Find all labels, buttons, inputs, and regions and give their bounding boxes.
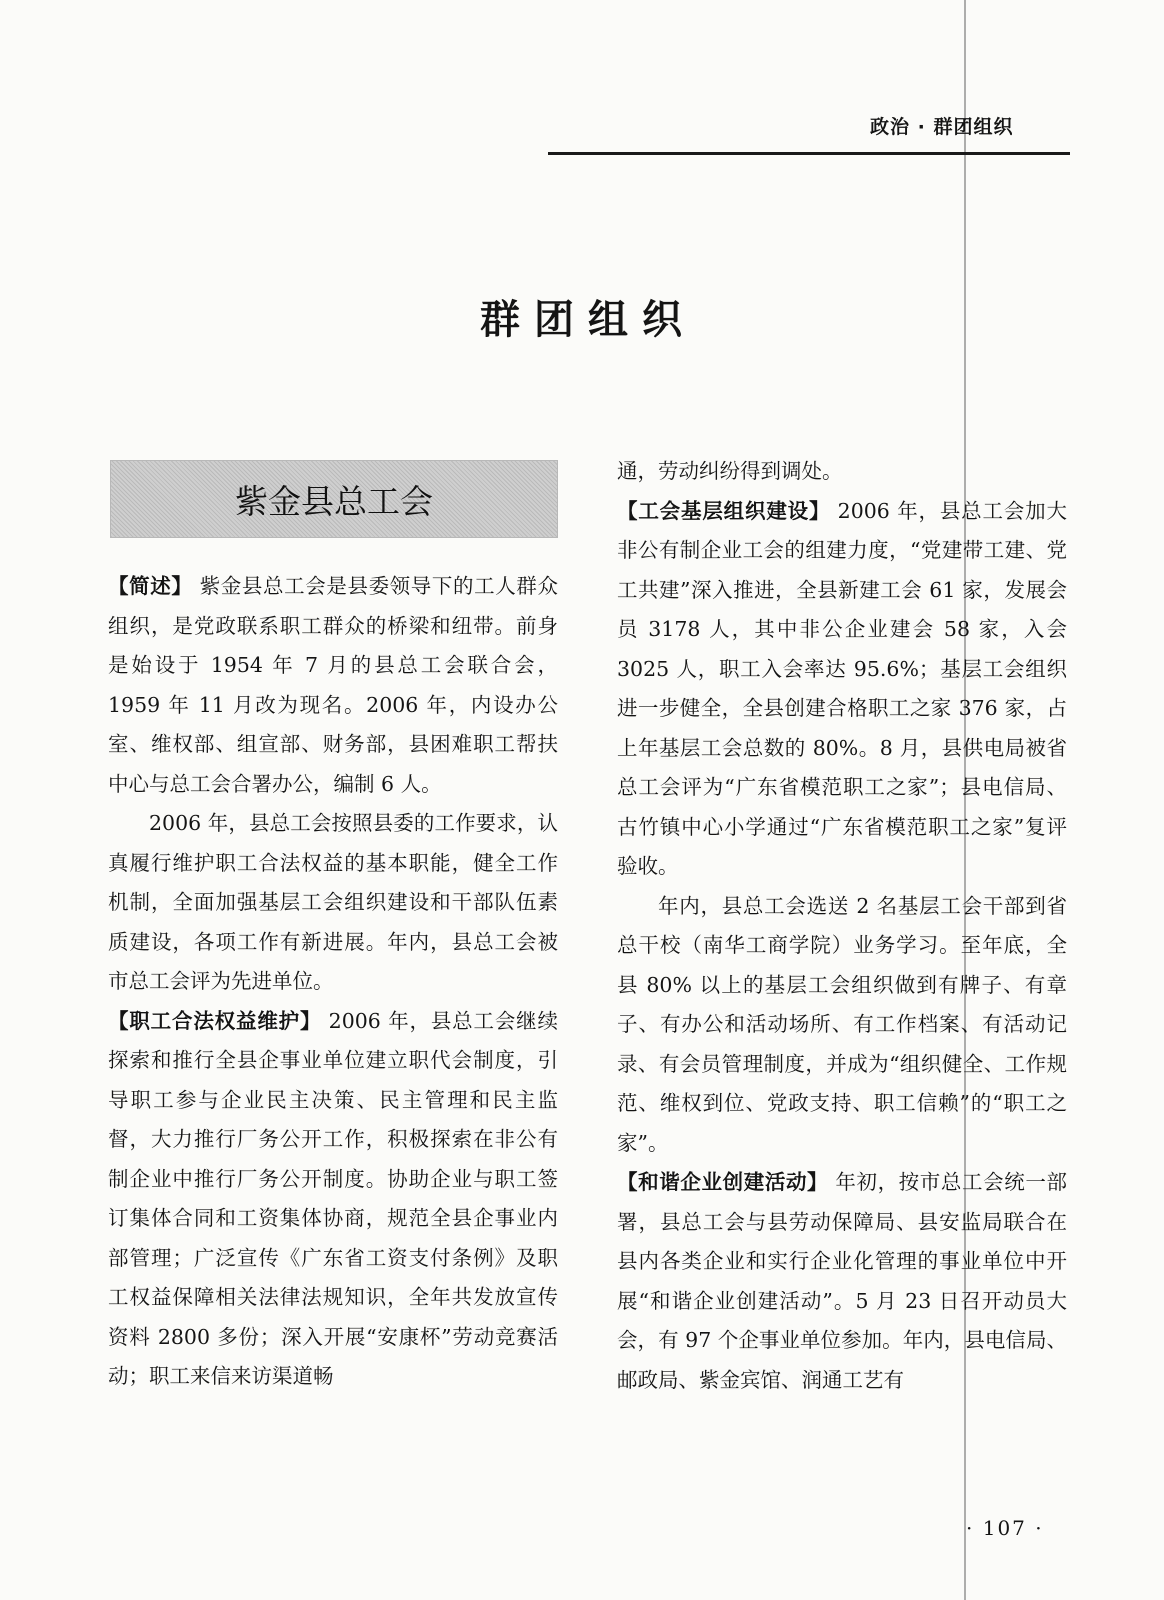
text-grassroots: 2006 年，县总工会加大非公有制企业工会的组建力度，“党建带工建、党工共建”深入推进，全县新建工会 61 家，发展会员 3178 人，其中非公企业建会 58 家，入会 3025 人，职工入会率达 95.6%；基层工会组织进一步健全，全县创建合格职工之家 376 家，占上年基层工会总数的 80%。8 月，县供电局被省总工会评为“广东省模范职工之家”；县电信局、古竹镇中心小学通过“广东省模范职工之家”复评验收。 — [617, 498, 1068, 878]
section-title: 紫金县总工会 — [235, 481, 433, 521]
paragraph-continued — [617, 452, 1067, 492]
text-rights-protection: 2006 年，县总工会继续探索和推行全县企事业单位建立职代会制度，引导职工参与企业民主决策、民主管理和民主监督，大力推行厂务公开工作，积极探索在非公有制企业中推行厂务公开制度。协助企业与职工签订集体合同和工资集体协商，规范全县企事业内部管理；广泛宣传《广东省工资支付条例》及职工权益保障相关法律法规知识，全年共发放宣传资料 2800 多份；深入开展“安康杯”劳动竞赛活动；职工来信来访渠道畅 — [108, 1008, 559, 1388]
heading-harmony: 【和谐企业创建活动】 — [617, 1170, 829, 1194]
paragraph-harmony — [617, 1163, 1067, 1400]
right-column — [617, 452, 1067, 1400]
text-continued: 通，劳动纠纷得到调处。 — [617, 459, 843, 483]
page-number: · 107 · — [966, 1516, 1044, 1540]
section-title-box — [110, 460, 558, 538]
running-header: 政治 · 群团组织 — [870, 116, 1014, 138]
text-2006-summary: 2006 年，县总工会按照县委的工作要求，认真履行维护职工合法权益的基本职能，健全工作机制，全面加强基层工会组织建设和干部队伍素质建设，各项工作有新进展。年内，县总工会被市总工会评为先进单位。 — [108, 811, 558, 993]
text-overview: 紫金县总工会是县委领导下的工人群众组织，是党政联系职工群众的桥梁和纽带。前身是始设于 1954 年 7 月的县总工会联合会，1959 年 11 月改为现名。2006 年，内设办公室、维权部、组宣部、财务部，县困难职工帮扶中心与总工会合署办公，编制 6 人。 — [108, 574, 559, 796]
paragraph-overview — [108, 567, 558, 804]
paragraph-training — [617, 887, 1067, 1164]
heading-rights-protection: 【职工合法权益维护】 — [108, 1008, 322, 1033]
paragraph-grassroots — [617, 492, 1067, 887]
paragraph-2006-summary — [108, 804, 558, 1002]
text-harmony: 年初，按市总工会统一部署，县总工会与县劳动保障局、县安监局联合在县内各类企业和实行企业化管理的事业单位中开展“和谐企业创建活动”。5 月 23 日召开动员大会，有 97 个企事业单位参加。年内，县电信局、邮政局、紫金宾馆、润通工艺有 — [617, 1170, 1068, 1392]
paragraph-rights-protection — [108, 1002, 558, 1397]
heading-overview: 【简述】 — [108, 574, 193, 598]
header-rule — [548, 152, 1070, 155]
page-title: 群团组织 — [480, 297, 696, 343]
left-column — [108, 567, 558, 1397]
heading-grassroots: 【工会基层组织建设】 — [617, 498, 831, 523]
text-training: 年内，县总工会选送 2 名基层工会干部到省总干校（南华工商学院）业务学习。至年底，全县 80% 以上的基层工会组织做到有牌子、有章子、有办公和活动场所、有工作档案、有活动记录、有会员管理制度，并成为“组织健全、工作规范、维权到位、党政支持、职工信赖”的“职工之家”。 — [617, 893, 1067, 1155]
